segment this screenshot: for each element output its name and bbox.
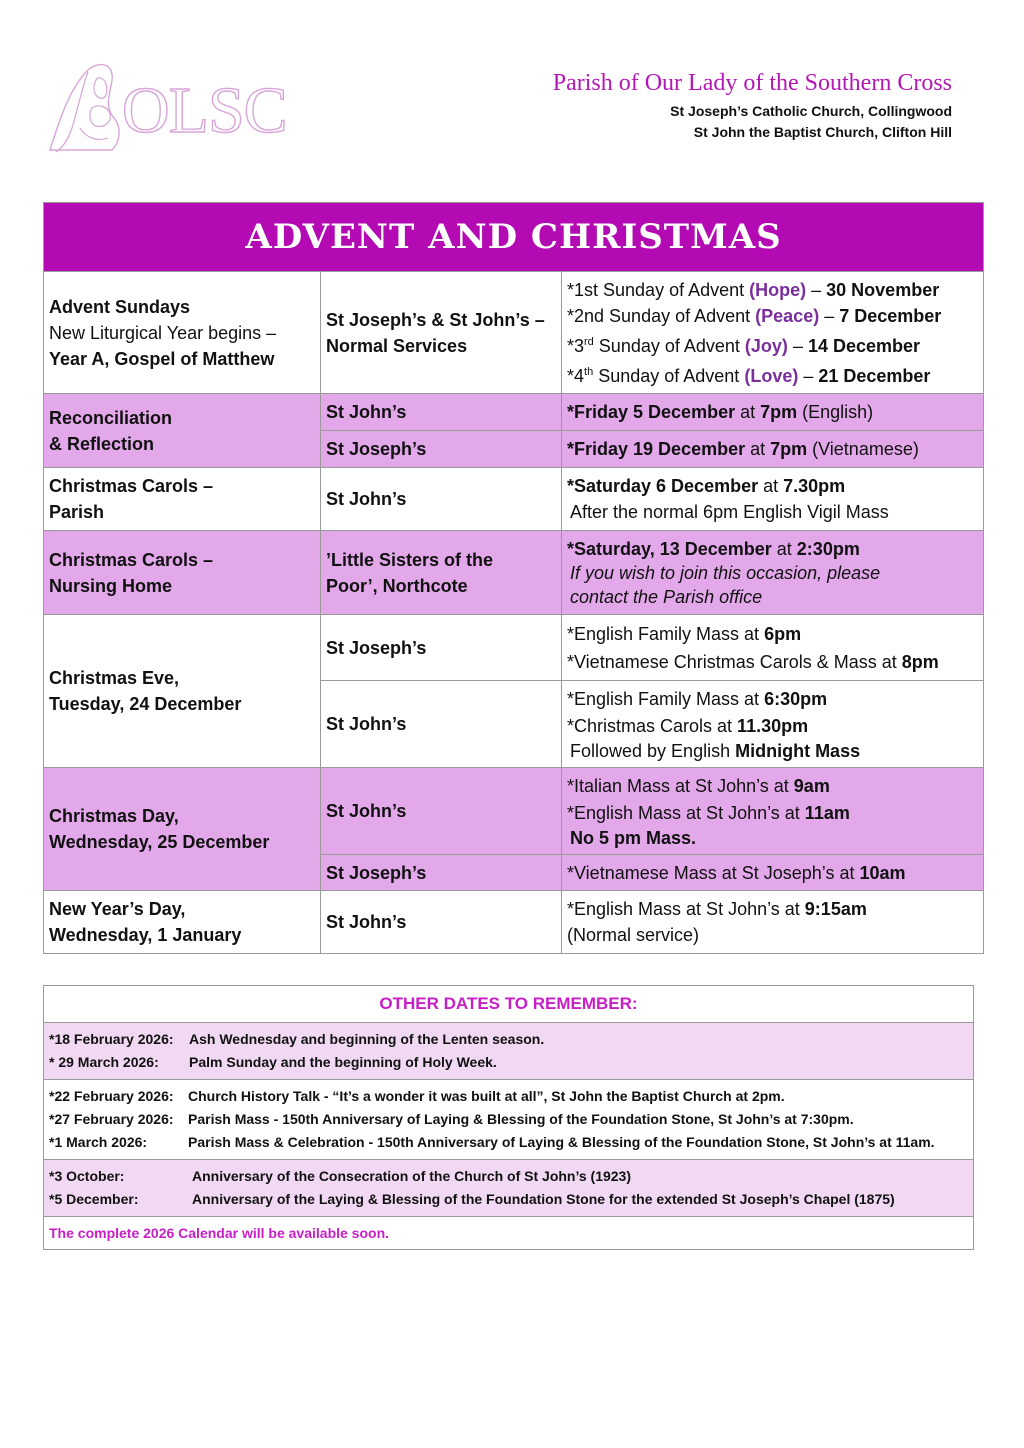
details-cell [562, 272, 984, 394]
event-name: Wednesday, 25 December [49, 832, 270, 852]
location-cell: ’Little Sisters of the Poor’, Northcote [321, 531, 562, 615]
location-cell: St John’s [321, 394, 562, 431]
event-name: Nursing Home [49, 575, 173, 596]
details-cell: *Friday 19 December at 7pm (Vietnamese) [562, 431, 984, 468]
event-name: New Year’s Day, [49, 899, 186, 919]
event-subtitle: New Liturgical Year begins – [49, 322, 277, 343]
schedule-title-row [44, 203, 984, 272]
event-name: Christmas Eve, [49, 668, 180, 688]
event-name: Reconciliation [49, 407, 173, 428]
parish-logo [42, 58, 292, 158]
table-row [44, 531, 984, 615]
event-cell [44, 394, 321, 468]
table-row [44, 768, 984, 855]
advent-sunday-4: *4th Sunday of Advent (Love) – 21 December [567, 365, 931, 386]
event-name: & Reflection [49, 433, 155, 454]
details-cell: *English Family Mass at 6:30pm *Christmas Carols at 11.30pm Followed by English Midnight Mass [562, 681, 984, 768]
details-cell: *Vietnamese Mass at St Joseph’s at 10am [562, 855, 984, 891]
church-collingwood: St Joseph’s Catholic Church, Collingwood [670, 103, 952, 119]
location-line: St Joseph’s & St John’s – [326, 309, 545, 330]
other-dates-box [43, 985, 974, 1250]
parish-name: Parish of Our Lady of the Southern Cross [552, 70, 952, 96]
event-name: Christmas Day, [49, 806, 179, 826]
details-cell: *English Mass at St John’s at 9:15am (Normal service) [562, 891, 984, 954]
location-cell: St Joseph’s [321, 615, 562, 681]
event-name: Parish [49, 502, 105, 522]
logo-text: OLSC [122, 74, 287, 147]
madonna-icon [42, 58, 132, 158]
location-cell [321, 272, 562, 394]
event-name: Christmas Carols – [49, 476, 214, 496]
event-cell [44, 272, 321, 394]
list-item: *1 March 2026: Parish Mass & Celebration - 150th Anniversary of Laying & Blessing of the Foundation Stone, St John’s at 11am. [49, 1134, 935, 1150]
calendar-note: The complete 2026 Calendar will be available soon. [49, 1225, 390, 1241]
location-cell: St John’s [321, 768, 562, 855]
event-cell [44, 531, 321, 615]
location-cell: St Joseph’s [321, 855, 562, 891]
details-cell: *Friday 5 December at 7pm (English) [562, 394, 984, 431]
details-cell: *Saturday 6 December at 7.30pm After the normal 6pm English Vigil Mass [562, 468, 984, 531]
advent-sunday-3: *3rd Sunday of Advent (Joy) – 14 December [567, 335, 921, 356]
list-item: *22 February 2026: Church History Talk - “It’s a wonder it was built at all”, St John the Baptist Church at 2pm. [49, 1088, 785, 1104]
details-cell: *Italian Mass at St John’s at 9am *English Mass at St John’s at 11am No 5 pm Mass. [562, 768, 984, 855]
details-note: No 5 pm Mass. [570, 828, 697, 848]
location-cell: St John’s [321, 681, 562, 768]
event-name: Advent Sundays [49, 296, 191, 317]
church-clifton-hill: St John the Baptist Church, Clifton Hill [693, 124, 952, 140]
details-cell: *English Family Mass at 6pm *Vietnamese Christmas Carols & Mass at 8pm [562, 615, 984, 681]
details-cell: *Saturday, 13 December at 2:30pm If you wish to join this occasion, please contact the Parish office [562, 531, 984, 615]
advent-sunday-2: *2nd Sunday of Advent (Peace) – 7 December [567, 305, 942, 326]
event-name: Christmas Carols – [49, 549, 214, 570]
event-name: Wednesday, 1 January [49, 925, 242, 945]
details-note: If you wish to join this occasion, please [570, 562, 881, 583]
location-line: Normal Services [326, 335, 468, 356]
table-row [44, 394, 984, 431]
table-row [44, 615, 984, 681]
table-row [44, 891, 984, 954]
location-cell: St John’s [321, 891, 562, 954]
event-name: Tuesday, 24 December [49, 694, 242, 714]
event-cell [44, 468, 321, 531]
advent-sunday-1: *1st Sunday of Advent (Hope) – 30 November [567, 279, 940, 300]
event-cell [44, 768, 321, 891]
list-item: *3 October: Anniversary of the Consecration of the Church of St John’s (1923) [49, 1168, 631, 1184]
other-dates-group [44, 1023, 973, 1080]
event-cell [44, 615, 321, 768]
parish-header [553, 70, 952, 143]
location-cell: St Joseph’s [321, 431, 562, 468]
event-cell [44, 891, 321, 954]
details-note: (Normal service) [567, 925, 700, 945]
table-row [44, 272, 984, 394]
schedule-title: ADVENT AND CHRISTMAS [44, 203, 984, 272]
list-item: *27 February 2026: Parish Mass - 150th Anniversary of Laying & Blessing of the Foundation Stone, St John’s at 7:30pm. [49, 1111, 854, 1127]
list-item: *18 February 2026: Ash Wednesday and beginning of the Lenten season. [49, 1031, 545, 1047]
advent-christmas-schedule [43, 202, 984, 954]
event-subtitle-bold: Year A, Gospel of Matthew [49, 348, 275, 369]
list-item: * 29 March 2026: Palm Sunday and the beginning of Holy Week. [49, 1054, 497, 1070]
details-note: After the normal 6pm English Vigil Mass [570, 502, 889, 522]
table-row [44, 468, 984, 531]
details-note: contact the Parish office [570, 586, 763, 607]
other-dates-group [44, 1160, 973, 1217]
other-dates-group [44, 1080, 973, 1160]
list-item: *5 December: Anniversary of the Laying & Blessing of the Foundation Stone for the extended St Joseph’s Chapel (1875) [49, 1191, 895, 1207]
other-dates-title: OTHER DATES TO REMEMBER: [44, 986, 973, 1023]
location-cell: St John’s [321, 468, 562, 531]
